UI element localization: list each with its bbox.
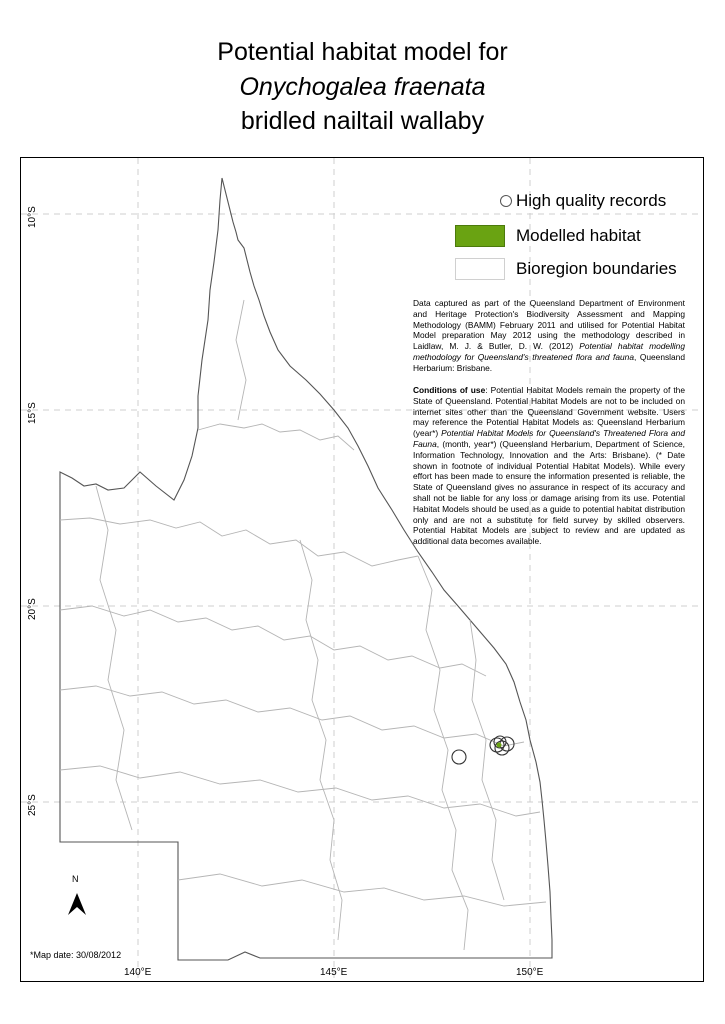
- high-quality-records: [452, 736, 514, 764]
- lat-label-10: 10°S: [27, 206, 38, 228]
- map-title-species: Onychogalea fraenata: [239, 73, 486, 101]
- bioregion-line-brigalow: [300, 540, 342, 940]
- modelled-habitat-patch: [497, 743, 502, 748]
- queensland-outline: [60, 178, 552, 960]
- north-label: N: [72, 874, 79, 884]
- map-title-line1: Potential habitat model for: [217, 38, 508, 66]
- lat-label-20: 20°S: [27, 598, 38, 620]
- bioregion-line-mulga: [60, 766, 540, 816]
- legend-habitat-label: Modelled habitat: [516, 226, 641, 245]
- map-title-common-name: bridled nailtail wallaby: [240, 107, 485, 135]
- bioregion-line-west: [96, 486, 132, 830]
- legend-habitat-swatch: [455, 225, 505, 247]
- data-source-note: Data captured as part of the Queensland Department of Environment and Heritage Protection's Biodiversity Assessment and Mapping Methodology (BAMM) February 2011 and utilised for Potential Habitat Model preparation May 2012 using the methodology described in Laidlaw, M. J. & Butler, D. W. (2012) Potential habitat modelling methodology for Queensland's threatened flora and fauna, Queensland Herbarium: Brisbane.: [413, 298, 685, 373]
- legend-bioregion-label: Bioregion boundaries: [516, 259, 677, 278]
- conditions-of-use-note: Conditions of use: Potential Habitat Models remain the property of the State of Queensland. Potential Habitat Models are not to be included on internet sites other than the Queensland Government website. Users may reference the Potential Habitat Models as: Queensland Herbarium (year*) Potential Habitat Models for Queensland's Threatened Flora and Fauna, (month, year*) (Queensland Herbarium, Department of Science, Information Technology, Innovation and the Arts: Brisbane). (* Date shown in footnote of individual Potential Habitat Models). While every effort has been made to ensure the information presented is reliable, the State of Queensland gives no assurance in respect of its accuracy and shall not be liable for any loss or damage arising from its use. Potential Habitat Models should be used as a guide to potential habitat distribution only and are not a substitute for field survey by skilled observers. Potential Habitat Models are subject to review and are updated as additional data becomes available.: [413, 385, 685, 547]
- record-point: [452, 750, 466, 764]
- legend-record-icon: [500, 195, 512, 207]
- bioregion-line-central-west: [60, 606, 486, 676]
- north-arrow-icon: [68, 893, 86, 915]
- bioregion-line-cape-york: [198, 424, 354, 450]
- lon-label-140: 140°E: [124, 967, 152, 978]
- legend-bioregion-swatch: [455, 258, 505, 280]
- lat-label-15: 15°S: [27, 402, 38, 424]
- bioregion-line-mitchell: [60, 686, 524, 746]
- legend-records-label: High quality records: [516, 191, 667, 210]
- bioregion-line-coast: [470, 620, 504, 900]
- graticule: [21, 158, 703, 981]
- lon-label-145: 145°E: [320, 967, 348, 978]
- bioregion-line-cape-inner: [236, 300, 246, 420]
- lon-label-150: 150°E: [516, 967, 544, 978]
- bioregion-line-south: [178, 874, 546, 906]
- lat-label-25: 25°S: [27, 794, 38, 816]
- bioregion-line-east: [418, 556, 468, 950]
- bioregion-line-gulf: [60, 518, 418, 566]
- map-date: *Map date: 30/08/2012: [30, 950, 122, 960]
